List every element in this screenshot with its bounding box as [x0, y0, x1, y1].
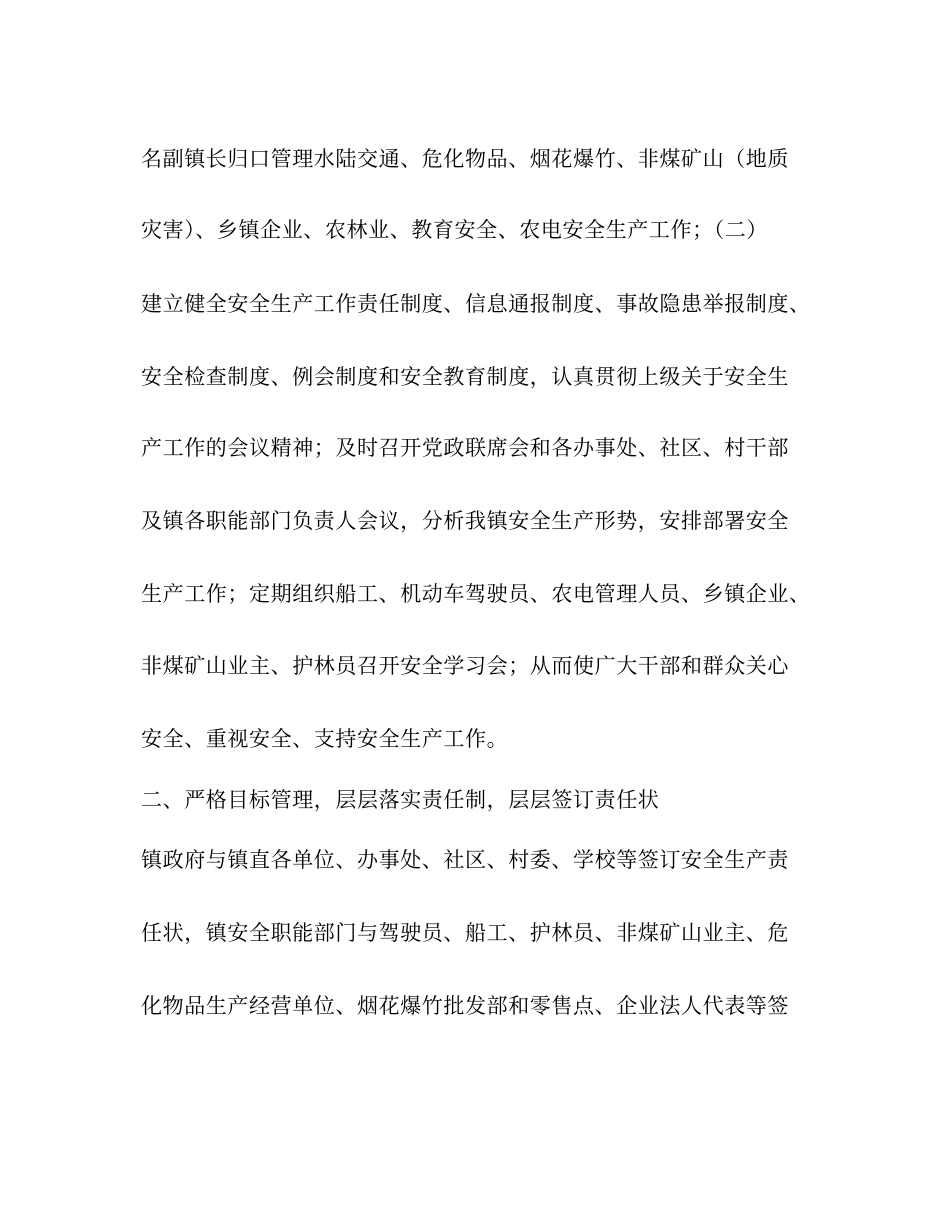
text-line: 灾害）、乡镇企业、农林业、教育安全、农电安全生产工作；（二）: [141, 218, 768, 242]
text-line: 镇政府与镇直各单位、办事处、社区、村委、学校等签订安全生产责: [141, 848, 789, 872]
text-line: 任状，镇安全职能部门与驾驶员、船工、护林员、非煤矿山业主、危: [141, 921, 789, 945]
text-line: 名副镇长归口管理水陆交通、危化物品、烟花爆竹、非煤矿山（地质: [141, 147, 789, 171]
text-line: 产工作的会议精神；及时召开党政联席会和各办事处、社区、村干部: [141, 436, 789, 460]
text-line: 安全、重视安全、支持安全生产工作。: [141, 727, 509, 751]
text-line: 及镇各职能部门负责人会议，分析我镇安全生产形势，安排部署安全: [141, 509, 789, 533]
text-line: 非煤矿山业主、护林员召开安全学习会；从而使广大干部和群众关心: [141, 654, 789, 678]
text-line: 化物品生产经营单位、烟花爆竹批发部和零售点、企业法人代表等签: [141, 994, 789, 1018]
text-line: 生产工作；定期组织船工、机动车驾驶员、农电管理人员、乡镇企业、: [141, 582, 811, 606]
text-line: 安全检查制度、例会制度和安全教育制度，认真贯彻上级关于安全生: [141, 365, 789, 389]
text-line: 建立健全安全生产工作责任制度、信息通报制度、事故隐患举报制度、: [141, 292, 811, 316]
section-heading: 二、严格目标管理，层层落实责任制，层层签订责任状: [141, 788, 660, 812]
